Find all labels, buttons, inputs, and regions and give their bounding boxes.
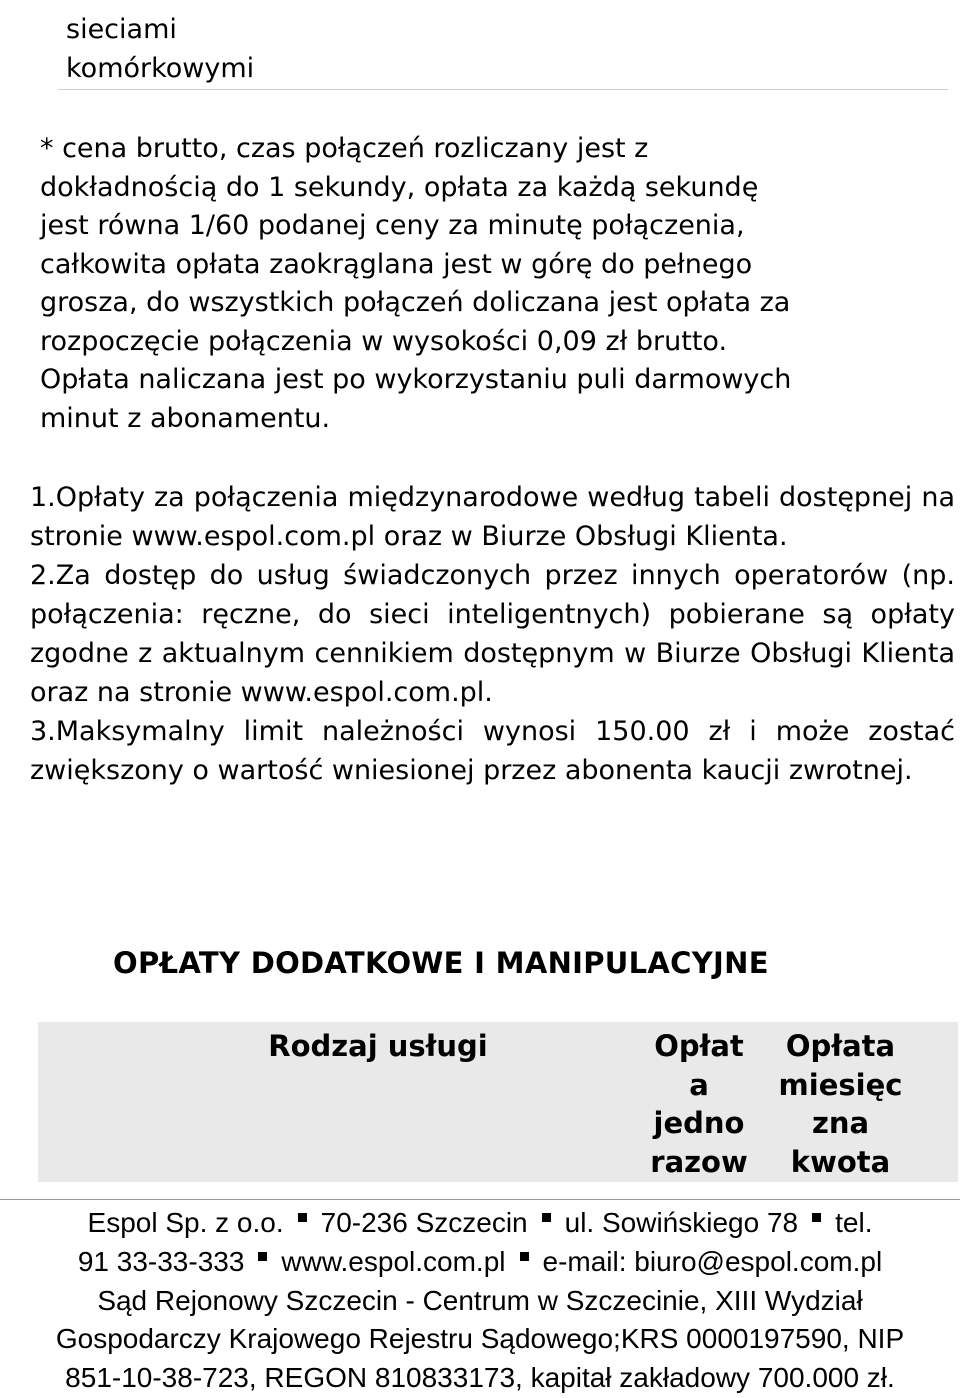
footnote-line: grosza, do wszystkich połączeń doliczana jest opłata za (40, 287, 791, 318)
header-line: zna (811, 1106, 870, 1140)
footnote-line: jest równa 1/60 podanej ceny za minutę połączenia, (40, 210, 745, 241)
footnote-line: * cena brutto, czas połączeń rozliczany jest z (40, 133, 649, 164)
note-item: 3.Maksymalny limit należności wynosi 150.00 zł i może zostać zwiększony o wartość wniesionej przez abonenta kaucji zwrotnej. (30, 716, 955, 786)
footer-registry-line: Gospodarczy Krajowego Rejestru Sądowego;KRS 0000197590, NIP (55, 1323, 905, 1355)
footnote-line: minut z abonamentu. (40, 402, 331, 434)
price-footnote (40, 130, 940, 438)
phone-number: 91 33-33-333 (77, 1245, 245, 1277)
header-line: kwota (790, 1144, 891, 1179)
note-item: 1.Opłaty za połączenia międzynarodowe według tabeli dostępnej na stronie www.espol.com.pl oraz w Biurze Obsługi Klienta. (30, 482, 955, 552)
header-line: Opłat (654, 1029, 744, 1063)
numbered-notes (30, 478, 955, 790)
column-header-monthly-fee (768, 1027, 913, 1181)
website-link[interactable]: www.espol.com.pl (281, 1245, 506, 1277)
section-heading: OPŁATY DODATKOWE I MANIPULACYJNE (113, 946, 769, 980)
footer-contact-line (0, 1243, 960, 1282)
bullet-icon (520, 1252, 529, 1261)
bullet-icon (812, 1213, 821, 1222)
cell-text-line: sieciami (66, 14, 177, 45)
footer-registry-line: Sąd Rejonowy Szczecin - Centrum w Szczecinie, XIII Wydział (97, 1284, 863, 1316)
footer-divider (0, 1199, 960, 1200)
footnote-line: rozpoczęcie połączenia w wysokości 0,09 zł brutto. (40, 325, 728, 357)
footnote-line: całkowita opłata zaokrąglana jest w górę do pełnego (40, 248, 753, 280)
note-item: 2.Za dostęp do usług świadczonych przez innych operatorów (np. połączenia: ręczne, do sieci inteligentnych) pobierane są opłaty zgodne z aktualnym cennikiem dostępnym w Biurze Obsługi Klienta oraz na stronie www.espol.com.pl. (30, 560, 955, 708)
table-cell-network-type (66, 10, 254, 88)
header-line: miesięc (778, 1067, 903, 1102)
table-divider (58, 89, 948, 90)
header-line: Opłata (785, 1029, 896, 1063)
footnote-line: Opłata naliczana jest po wykorzystaniu puli darmowych (40, 364, 792, 395)
street-address: ul. Sowińskiego 78 (564, 1207, 799, 1238)
footer-contact-line (0, 1204, 960, 1243)
email-link[interactable]: e-mail: biuro@espol.com.pl (542, 1245, 883, 1277)
company-name: Espol Sp. z o.o. (87, 1207, 284, 1238)
cell-text-line: komórkowymi (66, 53, 255, 84)
bullet-icon (258, 1252, 267, 1261)
postal-city: 70-236 Szczecin (320, 1207, 528, 1238)
footnote-line: dokładnością do 1 sekundy, opłata za każdą sekundę (40, 171, 759, 203)
header-line: razow (650, 1144, 748, 1179)
bullet-icon (542, 1213, 551, 1222)
bullet-icon (298, 1213, 307, 1222)
page-footer (0, 1204, 960, 1398)
column-header-service: Rodzaj usługi (268, 1029, 488, 1063)
tel-label: tel. (835, 1207, 873, 1238)
footer-registry-line: 851-10-38-723, REGON 810833173, kapitał zakładowy 700.000 zł. (65, 1362, 895, 1394)
header-line: jedno (653, 1106, 745, 1140)
fees-table-header (38, 1022, 958, 1182)
column-header-one-time-fee (634, 1027, 764, 1181)
header-line: a (689, 1067, 709, 1102)
